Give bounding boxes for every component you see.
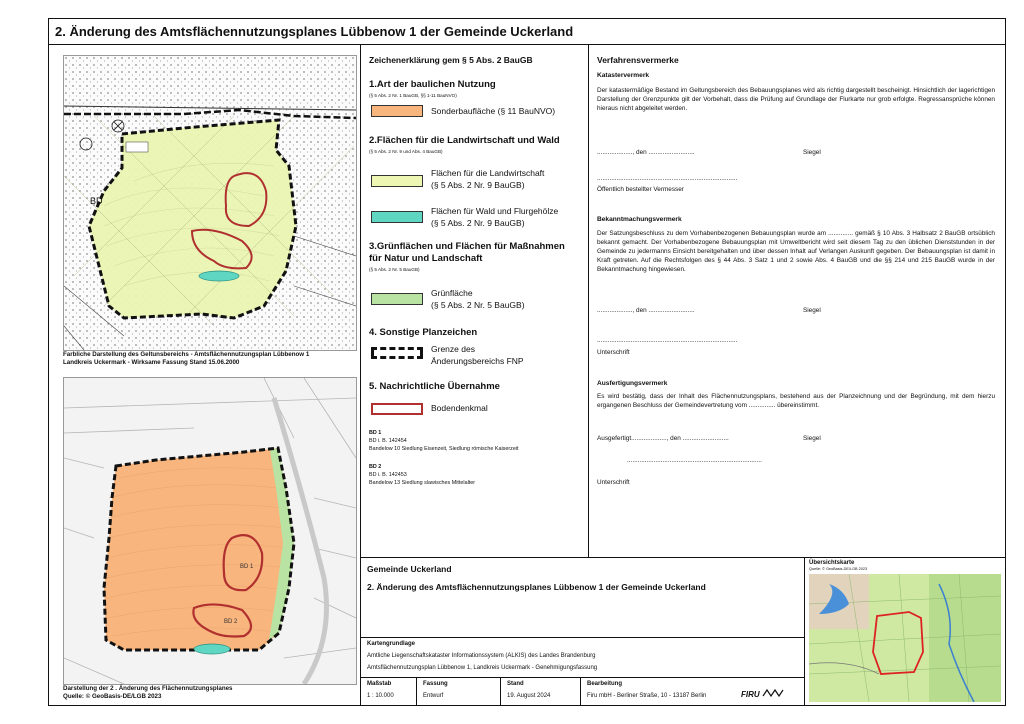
- firu-logo: [741, 688, 786, 699]
- uebersicht-source: Quelle: © GeoBasis-DE/LGB 2023: [809, 567, 868, 571]
- legend-s3-title-line2: für Natur und Landschaft: [369, 253, 483, 264]
- swatch-gruenflaeche: [371, 293, 423, 305]
- legend-s2-item2-line2: (§ 5 Abs. 2 Nr. 9 BauGB): [431, 218, 525, 228]
- kartengrundlage-line2: Amtsflächennutzungsplan Lübbenow 1, Landkreis Uckermark - Genehmigungsfassung: [367, 665, 598, 671]
- kataster-signature-dots: ...............................................................................: [597, 175, 738, 182]
- map1-caption-line2: Landkreis Uckermark - Wirksame Fassung Stand 15.06.2000: [63, 359, 240, 366]
- map2-caption-line2: Quelle: © GeoBasis-DE/LGB 2023: [63, 693, 162, 700]
- ausfertigung-text: Es wird bestätig, dass der Inhalt des Flächennutzungsplans, bestehend aus der Planzeichnung und der Begründung, mit dem hierzu ergangenen Beschluss der Gemeindevertretung vom ............... übereinstimmt.: [597, 393, 995, 409]
- legend-s2-item1-line1: Flächen für die Landwirtschaft: [431, 168, 545, 178]
- plan-sheet: [48, 18, 1006, 706]
- legend-s5-title: 5. Nachrichtliche Übernahme: [369, 381, 500, 392]
- bearbeitung-heading: Bearbeitung: [587, 681, 623, 687]
- map2-caption-line1: Darstellung der 2 . Änderung des Flächennutzungsplanes: [63, 685, 233, 692]
- legend-s2-title: 2.Flächen für die Landwirtschaft und Wald: [369, 135, 560, 146]
- uebersicht-map: [809, 574, 1001, 702]
- ausfertigung-signature-dots: ............................................................................: [627, 457, 762, 464]
- bekannt-text: Der Satzungsbeschluss zu dem Vorhabenbezogenen Bebauungsplan wurde am .............. gemäß § 10 Abs. 3 Halbsatz 2 BauGB ortsüblich bekannt gemacht. Der Vorhabenbezogene Bebauungsplan mit Umweltbericht wird seit diesem Tag zu den üblichen Dienststunden in der Gemeinde zu jedermanns Einsicht bereitgehalten und über dessen Inhalt auf Verlangen Auskunft gegeben. Der Bebauungsplan ist damit in Kraft getreten. Auf die Rechtsfolgen des § 44 Abs. 3 Satz 1 und 2 sowie Abs. 4 BauGB und die §§ 214 und 215 BauGB wurde in der Bekanntmachung hingewiesen.: [597, 230, 995, 273]
- legend-s3-item-line2: (§ 5 Abs. 2 Nr. 5 BauGB): [431, 300, 525, 310]
- title-block: [361, 557, 1005, 705]
- legend-bd2-id: BD i. B. 142453: [369, 472, 407, 478]
- map-fnp-aenderung: [63, 377, 357, 685]
- swatch-grenze: [371, 347, 423, 359]
- fassung-value: Entwurf: [423, 693, 444, 699]
- legend-s3-title: [369, 241, 565, 265]
- fassung-heading: Fassung: [423, 681, 448, 687]
- fassung-cell: [417, 678, 501, 706]
- swatch-wald: [371, 211, 423, 223]
- kartengrundlage-block: [361, 638, 805, 678]
- map1-caption: [63, 351, 359, 367]
- ausfertigung-heading: Ausfertigungsvermerk: [597, 380, 668, 387]
- firu-logo-text: FIRU: [741, 690, 760, 699]
- map1-caption-line1: Farbliche Darstellung des Geltunsbereichs - Amtsflächennutzungsplan Lübbenow 1: [63, 351, 310, 358]
- kartengrundlage-line1: Amtliche Liegenschaftskataster Informationssystem (ALKIS) des Landes Brandenburg: [367, 653, 596, 659]
- verfahren-heading: Verfahrensvermerke: [597, 55, 679, 65]
- bekannt-siegel: Siegel: [803, 307, 821, 314]
- ausfertigung-siegel: Siegel: [803, 435, 821, 442]
- legend-s5-item: Bodendenkmal: [431, 403, 488, 413]
- legend-s2-item2-line1: Flächen für Wald und Flurgehölze: [431, 206, 559, 216]
- bearbeitung-value: Firu mbH - Berliner Straße, 10 - 13187 Berlin: [587, 693, 707, 699]
- map2-caption: [63, 685, 359, 701]
- kataster-text: Der katastermäßige Bestand im Geltungsbereich des Bebauungsplanes wird als richtig dargestellt bescheinigt. Hinsichtlich der lagerichtigen Darstellung der Grenzpunkte gilt der Vorbehalt, dass die Prüfung auf Grundlage der Flurkarte nur grob erfolgte. Regressansprüche können hieraus nicht abgeleitet werden.: [597, 87, 995, 112]
- legend-bd1-desc: Bandelow 10 Siedlung Eisenzeit, Siedlung römische Kaiserzeit: [369, 446, 519, 452]
- stand-value: 19. August 2024: [507, 693, 551, 699]
- legend-s3-sub: (§ 5 Abs. 2 Nr. 5 BauGB): [369, 267, 420, 272]
- legend-s2-item1-line2: (§ 5 Abs. 2 Nr. 9 BauGB): [431, 180, 525, 190]
- legend-bd2-title: BD 2: [369, 464, 382, 470]
- title-block-main: [361, 558, 805, 638]
- kartengrundlage-heading: Kartengrundlage: [367, 641, 416, 647]
- uebersichtskarte-block: [805, 558, 1005, 706]
- legend-bd1-id: BD i. B. 142454: [369, 438, 407, 444]
- massstab-heading: Maßstab: [367, 681, 392, 687]
- kataster-heading: Katastervermerk: [597, 72, 650, 79]
- bekannt-unterschrift: Unterschrift: [597, 349, 630, 356]
- gemeinde-name: Gemeinde Uckerland: [367, 564, 452, 574]
- legend-s4-item-line2: Änderungsbereichs FNP: [431, 356, 524, 366]
- legend-s3-title-line1: 3.Grünflächen und Flächen für Maßnahmen: [369, 241, 565, 252]
- plan-title: 2. Änderung des Amtsflächennutzungsplanes Lübbenow 1 der Gemeinde Uckerland: [367, 582, 706, 592]
- left-map-column: [49, 45, 361, 705]
- map2-bd1-label: BD 1: [240, 564, 254, 570]
- legend-s2-item1: [431, 167, 544, 191]
- ausgefertigt-line: Ausgefertigt...................., den ..........................: [597, 435, 729, 442]
- swatch-sonderbauflaeche: [371, 105, 423, 117]
- legend-s3-item: [431, 287, 525, 311]
- legend-bd2-desc: Bandelow 13 Siedlung slawisches Mittelalter: [369, 480, 476, 486]
- massstab-cell: [361, 678, 417, 706]
- kataster-siegel: Siegel: [803, 149, 821, 156]
- bekannt-signature-dots: ...............................................................................: [597, 337, 738, 344]
- map-fnp-wirksam: [63, 55, 357, 351]
- swatch-landwirtschaft: [371, 175, 423, 187]
- verfahrensvermerke-column: [589, 45, 1005, 557]
- ausfertigung-unterschrift: Unterschrift: [597, 479, 630, 486]
- map2-bd2-label: BD 2: [224, 619, 238, 625]
- bekannt-date-line: ...................., den ..........................: [597, 307, 695, 314]
- legend-s2-item2: [431, 205, 558, 229]
- firu-logo-mark-icon: [762, 688, 786, 697]
- map-fnp-wirksam-graphic: [64, 56, 356, 350]
- bearbeitung-cell: [581, 678, 805, 706]
- legend-s1-item: Sonderbaufläche (§ 11 BauNVO): [431, 106, 556, 116]
- legend-bd2: [369, 463, 475, 487]
- legend-s4-item: [431, 343, 524, 367]
- bekannt-heading: Bekanntmachungsvermerk: [597, 216, 682, 223]
- swatch-bodendenkmal: [371, 403, 423, 415]
- stand-heading: Stand: [507, 681, 524, 687]
- legend-column: [361, 45, 589, 557]
- legend-bd1: [369, 429, 519, 453]
- kataster-date-line: ...................., den ..........................: [597, 149, 695, 156]
- stand-cell: [501, 678, 581, 706]
- legend-s4-item-line1: Grenze des: [431, 344, 475, 354]
- kataster-vermesser: Öffentlich bestellter Vermesser: [597, 186, 684, 193]
- legend-s4-title: 4. Sonstige Planzeichen: [369, 327, 478, 338]
- uebersicht-map-graphic: [809, 574, 1001, 702]
- map1-bd-label: BD: [90, 196, 103, 206]
- uebersicht-heading: Übersichtskarte: [809, 560, 855, 566]
- map-fnp-aenderung-graphic: [64, 378, 356, 684]
- legend-s1-sub: (§ 5 Abs. 2 Nr. 1 BauGB, §§ 1-11 BauNVO): [369, 93, 457, 98]
- page-title: 2. Änderung des Amtsflächennutzungsplanes Lübbenow 1 der Gemeinde Uckerland: [49, 19, 1005, 45]
- legend-heading: Zeichenerklärung gem § 5 Abs. 2 BauGB: [369, 55, 533, 65]
- legend-bd1-title: BD 1: [369, 430, 382, 436]
- legend-s1-title: 1.Art der baulichen Nutzung: [369, 79, 496, 90]
- legend-s3-item-line1: Grünfläche: [431, 288, 473, 298]
- massstab-value: 1 : 10.000: [367, 693, 394, 699]
- legend-s2-sub: (§ 5 Abs. 2 Nr. 9 und Abs. 4 BauGB): [369, 149, 443, 154]
